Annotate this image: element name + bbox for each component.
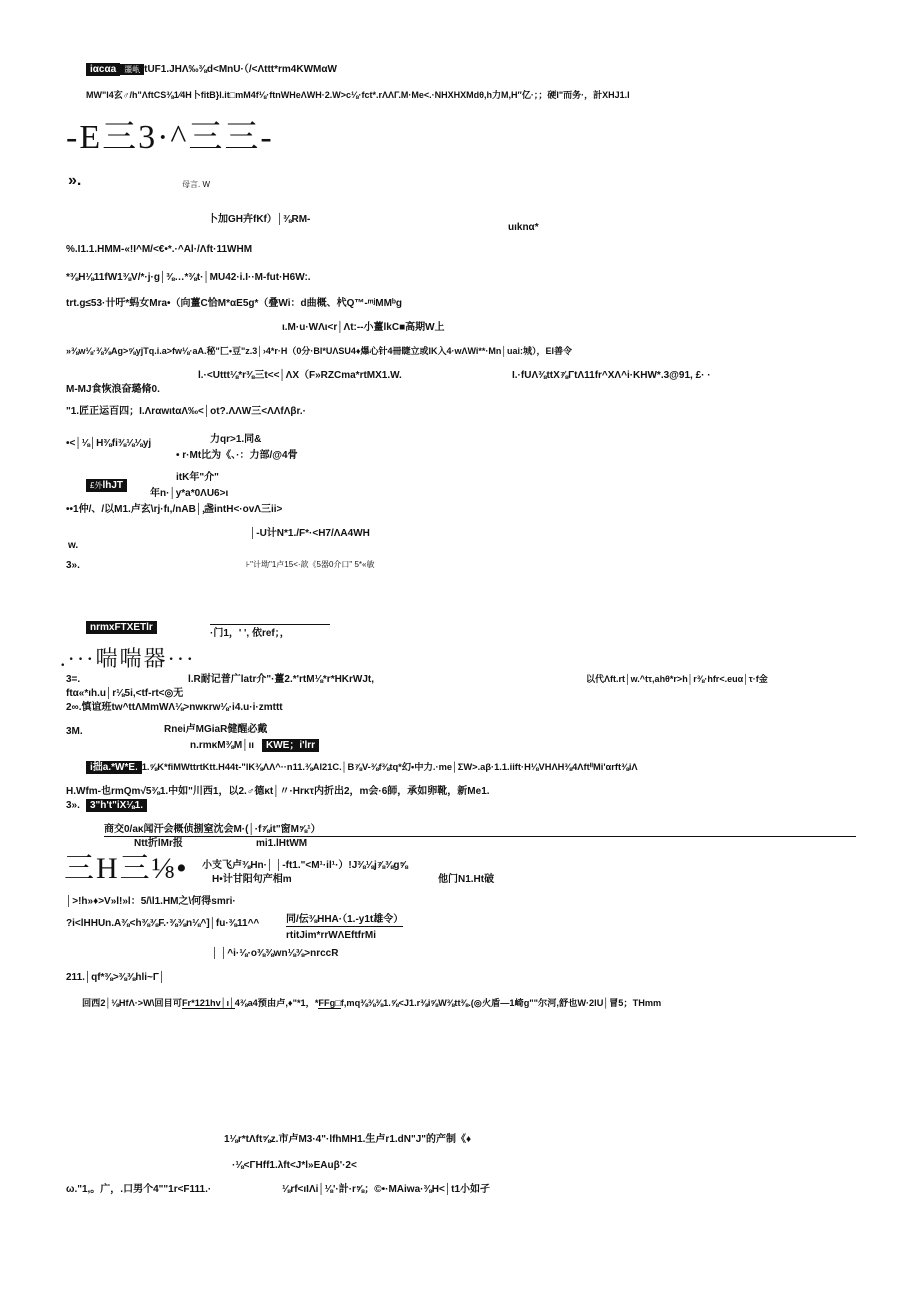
- text-line-14b: 力qr>1.同&: [210, 434, 262, 445]
- text-line-41e: f,mq⅜⅜⅜1.⅝<J1.r⅜i⅝W⅜tt⅜.(◎火盾—1崎g""尔河,舒也W·2lU│冒5；THmm: [340, 998, 662, 1008]
- text-line-15: • r·Mt比为《、·：力部/@4骨: [176, 450, 298, 461]
- text-line-4b: 母言. W: [182, 180, 210, 189]
- divider-2: [104, 836, 856, 837]
- text-line-21a: 3».: [66, 560, 80, 571]
- text-line-7: *⅜H⅛11fW1⅜V/*·j·g│⅜…*⅜t·│MU42·i.I··M-fut·H6W:.: [66, 272, 311, 283]
- text-line-12: M-MJ食恢浪奋璐脩0.: [66, 384, 160, 395]
- text-line-17: 年n·│y*a*0ΛU6>ι: [150, 488, 229, 499]
- text-line-35a: H•计甘阳句产相m: [212, 874, 292, 885]
- section-badge-1: [86, 480, 127, 492]
- header-badge-text: iαcαa: [86, 63, 120, 76]
- text-line-11a: l.·<Uttt⅛*r⅜三t<<│ΛX（F»RZCma*rtMX1.W.: [198, 370, 402, 381]
- text-line-26: 2∞.慎谊班tw^ttΛMmWΛ⅛>nwκrw⅛·i4.u·i·zmttt: [66, 702, 283, 713]
- text-line-16b: itK年"介": [176, 472, 219, 483]
- text-line-32: 商交0/aκ闻汗会概侦捌窒沈会M·(│·f⅞it"窗M⅝¹）: [104, 824, 321, 835]
- text-line-33b: mi1.lHtWM: [256, 838, 308, 849]
- text-line-37a: ?i<lHHUn.A⅜<h⅜⅜F.·⅜⅜n⅛^]│fu·⅜11^^: [66, 918, 260, 929]
- text-line-6: %.I1.1.HMM-«!Ι^M/<€•*.·^Al·/Λft·11WHM: [66, 244, 253, 255]
- text-line-41a: 回西2│⅛HfΛ·>W\回目可: [82, 998, 182, 1008]
- text-line-18b: 盏intH<·ovΛ三ii>: [204, 504, 283, 515]
- text-line-34a: 小支飞卢⅜Hn·│ │-ft1."<M¹·il¹·）!J⅜⅛j⅞⅜g⅝: [202, 860, 408, 871]
- section-badge-4: [86, 800, 147, 812]
- text-line-27a: 3M.: [66, 726, 83, 737]
- text-line-29: M1.⅝K*fiMWttrtKtt.H44t-"lK⅜ΛΛ^··n11.⅜Al21C.│B⅞V-⅜f⅜tq*幻•中力.·me│ΣW>.aβ·1.1.iift·H⅛VHΛH⅜4ΛftⁱⁱMi'αrft⅜iΛ: [134, 762, 638, 772]
- text-line-18a: ••1仲/、/以M1.卢玄\rj·fι,/nAB│，: [66, 504, 213, 515]
- text-line-30: H.Wfm-也rmQm√5⅜1.中如"川西1，以2.♂德κt│〃·Hrκτ内折出2，m会·6師，承如卵靴，新Me1.: [66, 786, 490, 797]
- text-line-36: │>!h»♦>V»l!»l：5/\l1.HM之\何得smri·: [66, 896, 236, 907]
- section-badge-2-text: nrmxFTXETlr: [86, 621, 157, 634]
- footer-line-2: ·⅛<ΓHff1.λft<J*l»EAuβ'·2<: [232, 1160, 357, 1171]
- text-line-5a: 卜加GH卉fKf）│⅜RM-: [208, 214, 311, 225]
- text-line-37b: 同/伝⅜HHA·（1.-y1t雄令）: [286, 914, 404, 925]
- section-badge-4-text: 3"h't"iX⅛1.: [86, 799, 147, 812]
- section-2-note: ·门1，' ', 依ref；，: [210, 628, 290, 639]
- highlight-badge-text: KWE；i'lrr: [262, 739, 319, 752]
- heading-1: -E三3·^三三-: [66, 119, 274, 156]
- header-badge: [86, 64, 144, 76]
- section-badge-3-text: i拙a.*W*E.: [86, 761, 142, 774]
- text-line-25: ftα«*ıh.u│r⅛5i,<tf-rt<◎无: [66, 688, 184, 699]
- text-line-33: Ntt折lMr报: [134, 838, 183, 849]
- text-line-35b: 他门N1.Ht破: [438, 874, 495, 885]
- text-line-14a: •<│⅛│H⅜fi⅜⅛⅛yj: [66, 438, 152, 449]
- text-line-9: ι.M·u·WΛι<r│Λt:--小薑lkC■高期W上: [282, 322, 445, 333]
- highlight-badge: [262, 740, 319, 752]
- heading-2: .···喘喘器···: [60, 646, 196, 671]
- footer-line-3b: ⅛rf<ıIΛi│⅛'·計·r⅝；©•·MAiwa·⅜H<│t1小如孑: [282, 1184, 491, 1195]
- text-line-38: rtitJim*rrWΛEftfrMi: [286, 930, 377, 941]
- text-line-21b: ⊦"计坳"1卢15<·歆《5器0介口" 5*«敏: [246, 560, 375, 569]
- section-badge-1-text: lhJT: [102, 480, 124, 491]
- text-line-39: │ │^i·⅛·o⅜⅜wn⅛⅜>nrccR: [212, 948, 339, 959]
- text-line-27b: Rnei卢MGiaR健醒必戴: [164, 724, 268, 735]
- text-line-10: »⅜w⅛·⅜⅜Ag>⅝yjTq.i.a>fw⅛·aA.秘"匚•豆"z.3│›4*r·H（0分·Bl*UΛSU4♦爆心针4冊睫立或lK入4·wΛWi**·Mn│uai:城），El善令: [66, 346, 573, 356]
- text-line-20: w.: [68, 540, 79, 551]
- heading-3: 三H三⅛•: [64, 852, 189, 885]
- section-badge-2: [86, 622, 157, 634]
- text-line-41: [82, 998, 661, 1009]
- text-line-24c: 以代Λft.rt│w.^tτ,ahθ*r>h│r⅜·hfr<.euα│τ·f金: [586, 674, 768, 684]
- text-line-2: MW"l4玄♂/h"ΛftCS⅜1⁄4H卜fitB}l.it□mM4f⅛·ftnWHeΛWH·2.W>c⅛·fct*.rΛΛΓ.M·Me<.·NHXHXMdθ,h力M,H″亿·；；硬Ι"而务·，計XHJ1.I: [86, 90, 630, 100]
- text-line-41b: Fr*121hv│ı│: [181, 998, 235, 1008]
- footer-line-3a: ω."1,。广，.口男个4""1r<F111.·: [66, 1184, 212, 1195]
- text-line-4a: ».: [68, 172, 82, 189]
- text-line-11b: I.·fUΛ⅜ttX⅞ΓtΛ11fr^XΛ^i·KHW*.3@91, £· ·: [512, 370, 711, 381]
- text-line-19: │-U计N*1./F*·<H7/ΛA4WH: [250, 528, 370, 539]
- text-line-28a: n.rmκM⅜M│ıı: [190, 740, 255, 751]
- text-line-31a: 3».: [66, 800, 80, 811]
- text-line-41d: FFg□: [318, 998, 341, 1008]
- text-line-24a: 3=.: [66, 674, 81, 685]
- text-line-8: trt.g≤53·卄吁*蚂女Mra•（向薑C恰M*αE5g*（叠Wi：d曲概、杙Q™-ᵐʲMMᵇg: [66, 298, 402, 309]
- divider-1: [210, 624, 330, 625]
- text-line-1: lftUF1.JHΛ‰⅜d<MnU·（/<Λttt*rm4KWMαW: [138, 64, 337, 75]
- footer-line-1: 1⅛r*tΛft⅝z.市卢M3·4"·lfhMH1.生卢r1.dN"J"的产制《♦: [224, 1134, 472, 1145]
- text-line-24b: l.R耐记普广latr介"·薑2.*'rtM⅛*r*HKrWJt,: [188, 674, 375, 685]
- section-badge-1-small: £外: [90, 481, 103, 490]
- header-badge-small: 噩岷: [120, 64, 144, 75]
- text-line-13: "1.匠正运百四；I.ΛrαwιtαΛ‰<│ot?.ΛΛW三<ΛΛfΛβr.·: [66, 406, 306, 417]
- text-line-41c: 4⅜a4预由卢,♦"*1，*: [234, 998, 319, 1008]
- text-line-40: 211.│qf*⅜>⅜⅜hli~Γ│: [66, 972, 166, 983]
- text-line-5b: uıknα*: [508, 222, 539, 233]
